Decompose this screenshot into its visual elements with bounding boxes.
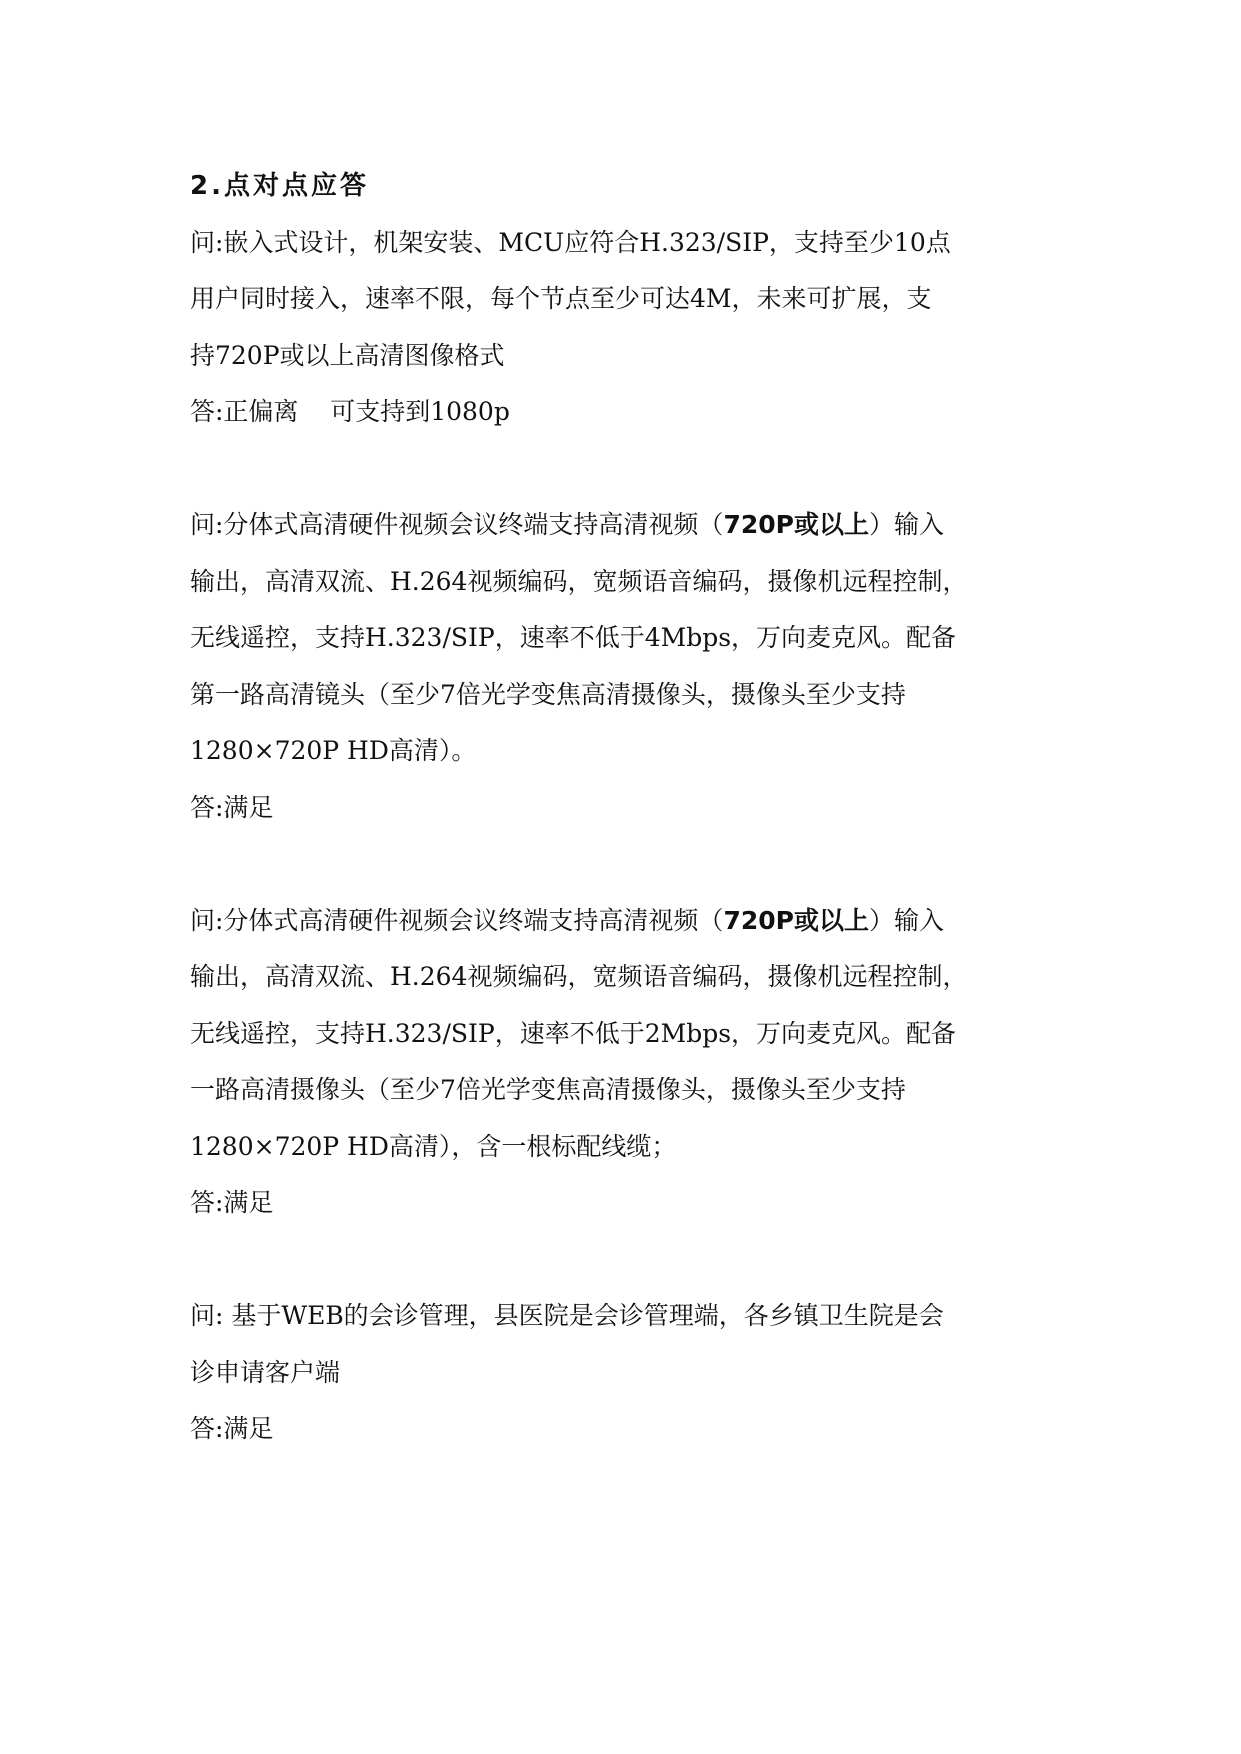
- question-line: 持720P或以上高清图像格式: [190, 340, 505, 370]
- qa-block: [190, 893, 1060, 1232]
- qa-block: [190, 215, 1060, 441]
- qa-block: [190, 497, 1060, 836]
- question-bold-text: 720P或以上: [723, 510, 869, 539]
- question-line: 无线遥控，支持H.323/SIP，速率不低于4Mbps，万向麦克风。配备: [190, 623, 957, 652]
- paragraph-gap: [190, 836, 1060, 893]
- question-line: 一路高清摄像头（至少7倍光学变焦高清摄像头，摄像头至少支持: [190, 1075, 906, 1104]
- question-line: 诊申请客户端: [190, 1357, 341, 1387]
- question-line: 1280×720P HD高清）。: [190, 736, 477, 765]
- qa-block: [190, 1288, 1060, 1458]
- question-line: [190, 497, 1060, 554]
- answer-line: 答:满足: [190, 1188, 274, 1217]
- question-bold-text: 720P或以上: [723, 905, 869, 935]
- paragraph-gap: [190, 1232, 1060, 1289]
- question-line: 无线遥控，支持H.323/SIP，速率不低于2Mbps，万向麦克风。配备: [190, 1018, 957, 1048]
- paragraph-gap: [190, 441, 1060, 498]
- question-text: 问:分体式高清硬件视频会议终端支持高清视频（: [190, 510, 724, 539]
- answer-line: 答:满足: [190, 1414, 274, 1443]
- question-line: 输出，高清双流、H.264视频编码，宽频语音编码，摄像机远程控制，: [190, 566, 968, 596]
- question-line: 问: 基于WEB的会诊管理，县医院是会诊管理端，各乡镇卫生院是会: [190, 1301, 944, 1330]
- answer-line: 答:正偏离 可支持到1080p: [190, 397, 510, 426]
- question-text: 问:分体式高清硬件视频会议终端支持高清视频（: [190, 905, 724, 935]
- question-line: 问:嵌入式设计，机架安装、MCU应符合H.323/SIP，支持至少10点: [190, 227, 951, 257]
- question-text: ）输入: [868, 510, 944, 539]
- question-text: ）输入: [868, 905, 944, 935]
- question-line: 第一路高清镜头（至少7倍光学变焦高清摄像头，摄像头至少支持: [190, 679, 906, 709]
- question-line: 用户同时接入，速率不限，每个节点至少可达4M，未来可扩展，支: [190, 284, 932, 313]
- section-heading: 2.点对点应答: [190, 171, 369, 201]
- question-line: 1280×720P HD高清），含一根标配线缆；: [190, 1131, 677, 1161]
- question-line: [190, 893, 1060, 950]
- document-page: [190, 158, 1060, 1458]
- answer-line: 答:满足: [190, 792, 274, 822]
- question-line: 输出，高清双流、H.264视频编码，宽频语音编码，摄像机远程控制，: [190, 962, 968, 991]
